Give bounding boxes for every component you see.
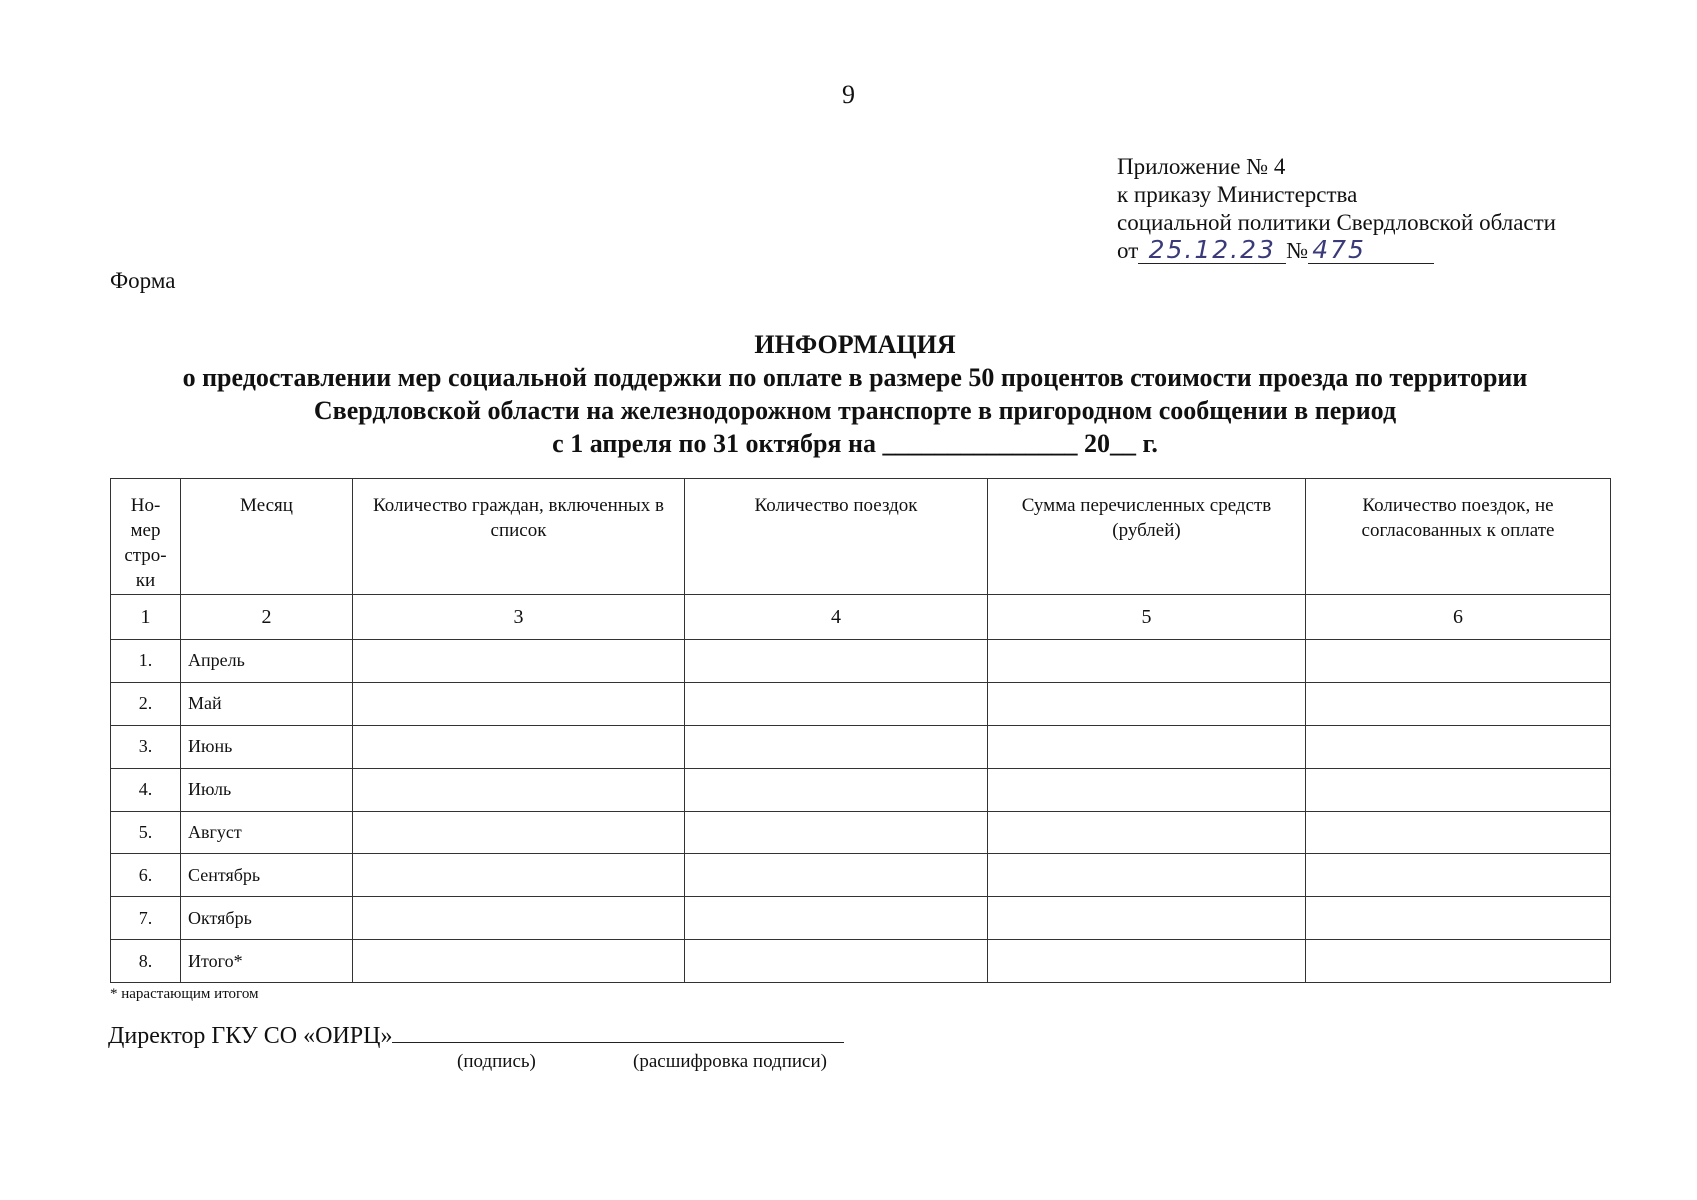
director-label: Директор ГКУ СО «ОИРЦ» [108,1023,393,1049]
cell-citizens[interactable] [353,640,685,683]
title-line-4: с 1 апреля по 31 октября на _______________ 20__ г. [552,429,1158,458]
column-number: 3 [353,595,685,640]
cell-sum[interactable] [988,854,1306,897]
appendix-line-1: Приложение № 4 [1117,154,1286,179]
cell-sum[interactable] [988,640,1306,683]
row-number: 1. [111,640,181,683]
appendix-line-3: социальной политики Свердловской области [1117,210,1556,235]
row-month: Апрель [181,640,353,683]
report-table [110,478,1611,983]
title-line-1: ИНФОРМАЦИЯ [754,330,956,359]
form-label: Форма [110,268,176,293]
table-row [111,897,1611,940]
appendix-line-2: к приказу Министерства [1117,182,1358,207]
cell-unapproved[interactable] [1306,897,1611,940]
cell-trips[interactable] [685,725,988,768]
row-month: Май [181,682,353,725]
row-number: 3. [111,725,181,768]
header-transferred-sum: Сумма перечисленных средств (рублей) [988,479,1306,595]
cell-citizens[interactable] [353,811,685,854]
row-month: Июль [181,768,353,811]
cell-unapproved[interactable] [1306,640,1611,683]
cell-unapproved[interactable] [1306,682,1611,725]
row-number: 8. [111,940,181,983]
cell-citizens[interactable] [353,940,685,983]
cell-trips[interactable] [685,768,988,811]
cell-sum[interactable] [988,725,1306,768]
cell-trips[interactable] [685,682,988,725]
cell-sum[interactable] [988,897,1306,940]
cell-citizens[interactable] [353,725,685,768]
director-signature-line [108,1023,844,1050]
appendix-date-line [1117,237,1556,265]
header-month: Месяц [181,479,353,595]
cell-sum[interactable] [988,811,1306,854]
column-number: 6 [1306,595,1611,640]
cell-trips[interactable] [685,940,988,983]
header-unapproved-trips: Количество поездок, не согласованных к оплате [1306,479,1611,595]
table-row [111,725,1611,768]
column-number: 4 [685,595,988,640]
row-number: 2. [111,682,181,725]
cell-citizens[interactable] [353,854,685,897]
page-number: 9 [842,80,855,109]
cell-unapproved[interactable] [1306,940,1611,983]
cell-sum[interactable] [988,682,1306,725]
signature-caption: (подпись) [457,1051,536,1072]
cell-unapproved[interactable] [1306,768,1611,811]
row-month: Итого* [181,940,353,983]
row-number: 7. [111,897,181,940]
appendix-block [1117,153,1556,265]
order-date-handwritten: 25.12.23 [1138,237,1286,264]
title-line-3: Свердловской области на железнодорожном транспорте в пригородном сообщении в период [313,396,1397,425]
row-month: Октябрь [181,897,353,940]
row-number: 6. [111,854,181,897]
title-line-2: о предоставлении мер социальной поддержки по оплате в размере 50 процентов стоимости проезда по территории [182,363,1528,392]
footnote: * нарастающим итогом [110,986,259,1002]
signature-field[interactable] [392,1024,844,1043]
header-trips-count: Количество поездок [685,479,988,595]
table-row [111,768,1611,811]
cell-citizens[interactable] [353,897,685,940]
number-prefix: № [1286,238,1309,263]
cell-trips[interactable] [685,811,988,854]
cell-unapproved[interactable] [1306,811,1611,854]
column-number: 5 [988,595,1306,640]
table-header-row [111,479,1611,595]
cell-unapproved[interactable] [1306,854,1611,897]
cell-trips[interactable] [685,854,988,897]
document-title [95,328,1615,460]
cell-sum[interactable] [988,940,1306,983]
signature-decoding-caption: (расшифровка подписи) [633,1051,827,1072]
cell-citizens[interactable] [353,682,685,725]
cell-citizens[interactable] [353,768,685,811]
cell-unapproved[interactable] [1306,725,1611,768]
row-number: 5. [111,811,181,854]
table-row [111,682,1611,725]
table-row [111,811,1611,854]
column-number: 2 [181,595,353,640]
row-month: Июнь [181,725,353,768]
column-number-row [111,595,1611,640]
header-citizens-count: Количество граждан, включенных в список [353,479,685,595]
row-month: Август [181,811,353,854]
table-row [111,640,1611,683]
cell-trips[interactable] [685,640,988,683]
cell-sum[interactable] [988,768,1306,811]
header-row-number: Но- мер стро- ки [111,479,181,595]
table-row [111,940,1611,983]
column-number: 1 [111,595,181,640]
date-prefix: от [1117,238,1139,263]
table-row [111,854,1611,897]
row-number: 4. [111,768,181,811]
cell-trips[interactable] [685,897,988,940]
row-month: Сентябрь [181,854,353,897]
order-number-handwritten: 475 [1308,237,1434,264]
